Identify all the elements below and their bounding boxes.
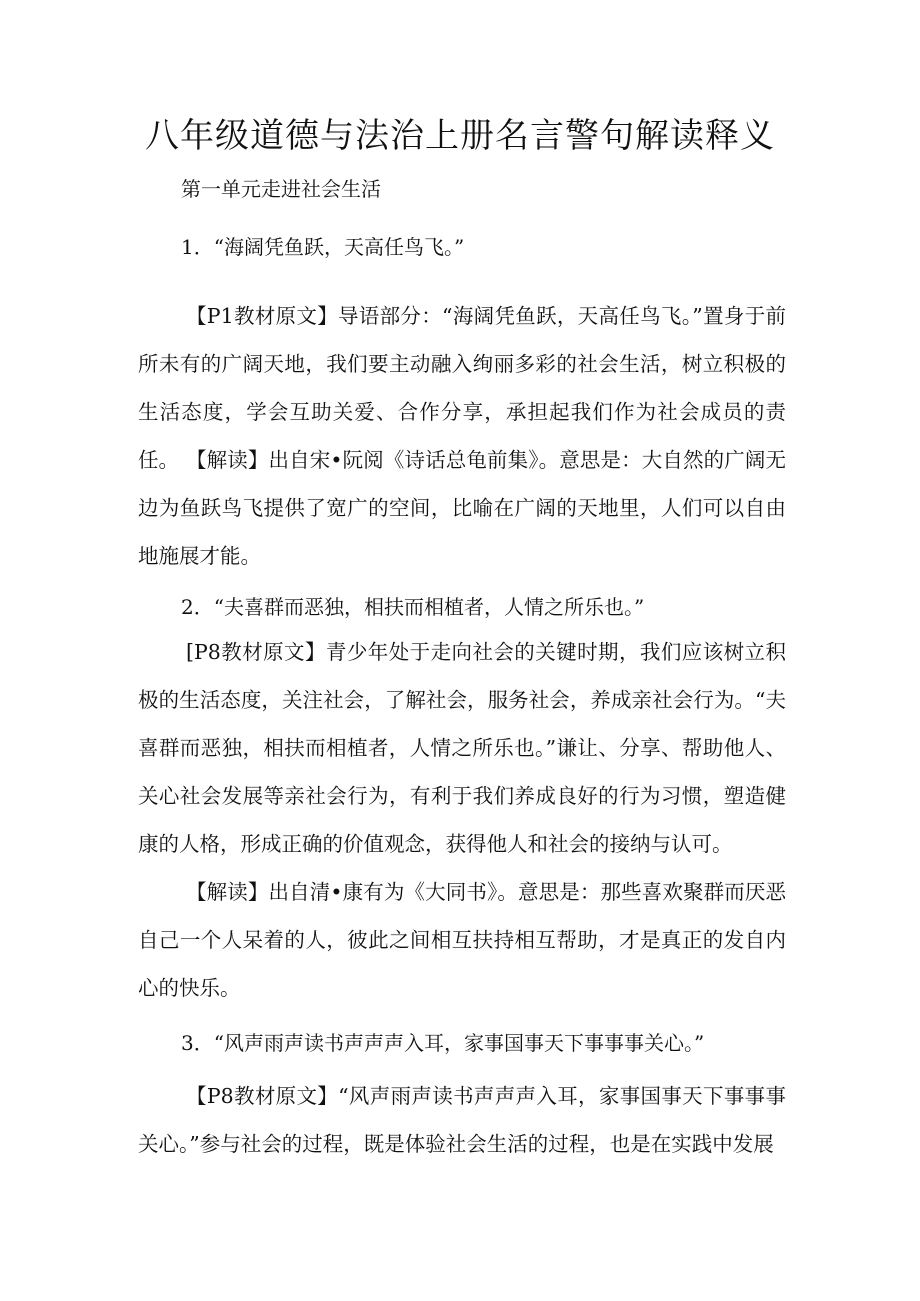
- quote-heading-2: 2．“夫喜群而恶独，相扶而相植者，人情之所乐也。”: [181, 595, 645, 619]
- document-title: 八年级道德与法治上册名言警句解读释义: [145, 116, 775, 156]
- textbook-original-1: 【P1教材原文】导语部分：“海阔凭鱼跃，天高任鸟飞。”置身于前所未有的广阔天地，我们要主动融入绚丽多彩的社会生活，树立积极的生活态度，学会互助关爱、合作分享，承担起我们作为社会成员的责任。: [138, 304, 786, 472]
- textbook-original-2: [P8教材原文】青少年处于走向社会的关键时期，我们应该树立积极的生活态度，关注社会，了解社会，服务社会，养成亲社会行为。“夫喜群而恶独，相扶而相植者，人情之所乐也。”谦让、分享、帮助他人、关心社会发展等亲社会行为，有利于我们养成良好的行为习惯，塑造健康的人格，形成正确的价值观念，获得他人和社会的接纳与认可。: [138, 640, 786, 856]
- textbook-original-3: 【P8教材原文】“风声雨声读书声声声入耳，家事国事天下事事事关心。”参与社会的过程，既是体验社会生活的过程，也是在实践中发展: [138, 1084, 786, 1156]
- unit-heading: 第一单元走进社会生活: [181, 177, 381, 201]
- quote-heading-3: 3．“风声雨声读书声声声入耳，家事国事天下事事事关心。”: [181, 1031, 705, 1055]
- interpretation-2: 【解读】出自清•康有为《大同书》。意思是：那些喜欢聚群而厌恶自己一个人呆着的人，彼此之间相互扶持相互帮助，才是真正的发自内心的快乐。: [138, 880, 786, 1000]
- interpretation-1: 【解读】出自宋•阮阅《诗话总龟前集》。意思是：大自然的广阔无边为鱼跃鸟飞提供了宽广的空间，比喻在广阔的天地里，人们可以自由地施展才能。: [138, 448, 786, 568]
- quote-heading-1: 1．“海阔凭鱼跃，天高任鸟飞。”: [181, 235, 465, 259]
